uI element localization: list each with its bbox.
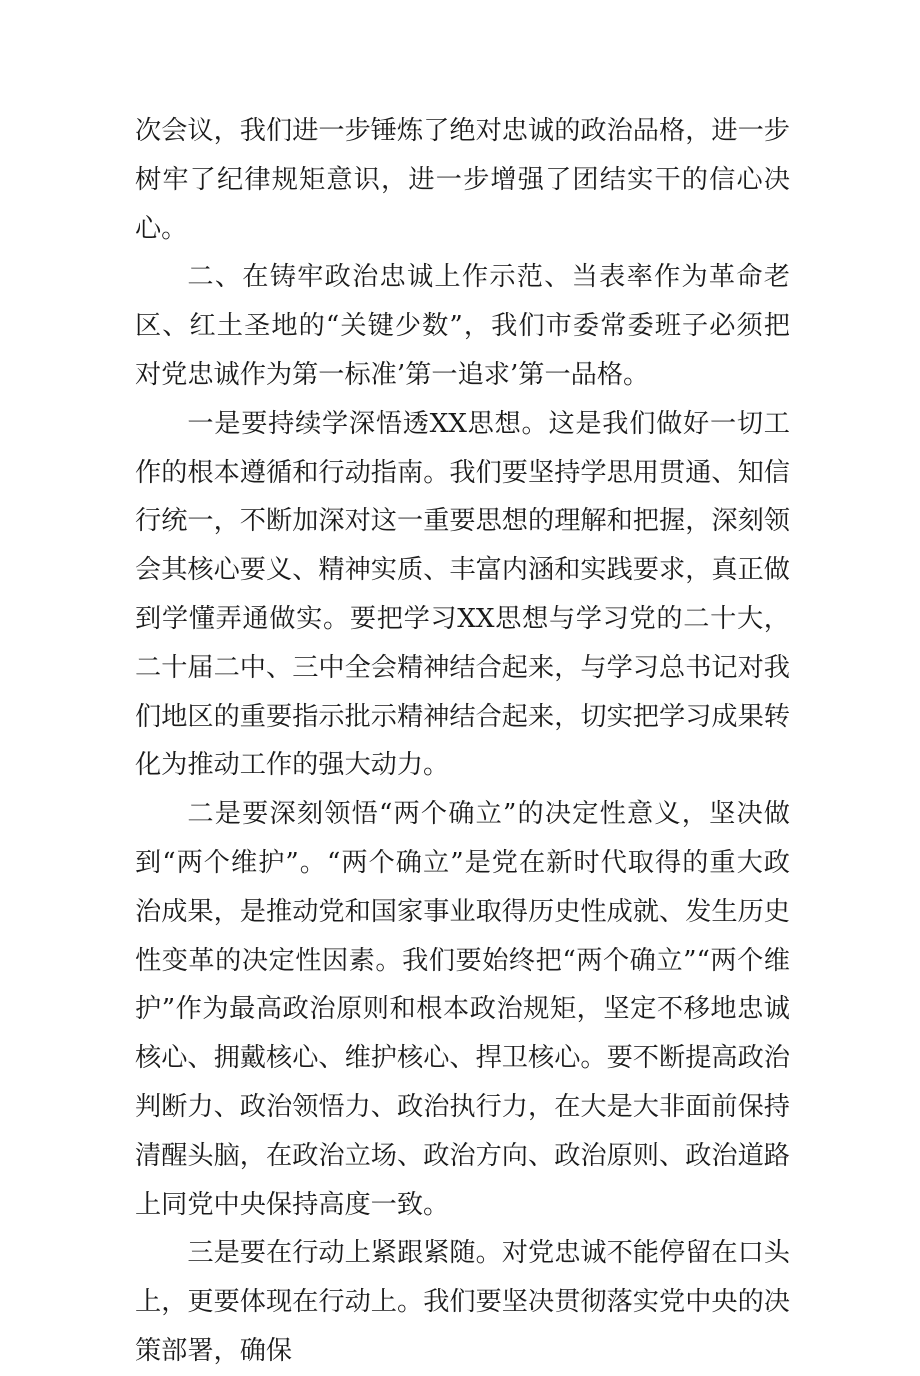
paragraph-continuation: 次会议，我们进一步锤炼了绝对忠诚的政治品格，进一步树牢了纪律规矩意识，进一步增强了团结实干的信心决心。 [135,116,790,244]
paragraph-point-two: 二是要深刻领悟“两个确立”的决定性意义，坚决做到“两个维护”。“两个确立”是党在新时代取得的重大政治成果，是推动党和国家事业取得历史性成就、发生历史性变革的决定性因素。我们要始终把“两个确立”“两个维护”作为最高政治原则和根本政治规矩，坚定不移地忠诚核心、拥戴核心、维护核心、捍卫核心。要不断提高政治判断力、政治领悟力、政治执行力，在大是大非面前保持清醒头脑，在政治立场、政治方向、政治原则、政治道路上同党中央保持高度一致。 [135,799,790,1220]
document-body [135,107,790,1376]
paragraph-point-three: 三是要在行动上紧跟紧随。对党忠诚不能停留在口头上，更要体现在行动上。我们要坚决贯彻落实党中央的决策部署，确保 [135,1238,790,1366]
paragraph-point-one: 一是要持续学深悟透XX思想。这是我们做好一切工作的根本遵循和行动指南。我们要坚持学思用贯通、知信行统一，不断加深对这一重要思想的理解和把握，深刻领会其核心要义、精神实质、丰富内涵和实践要求，真正做到学懂弄通做实。要把学习XX思想与学习党的二十大，二十届二中、三中全会精神结合起来，与学习总书记对我们地区的重要指示批示精神结合起来，切实把学习成果转化为推动工作的强大动力。 [135,408,790,781]
paragraph-section-heading: 二、在铸牢政治忠诚上作示范、当表率作为革命老区、红土圣地的“关键少数”，我们市委常委班子必须把对党忠诚作为第一标准’第一追求’第一品格。 [135,262,790,390]
